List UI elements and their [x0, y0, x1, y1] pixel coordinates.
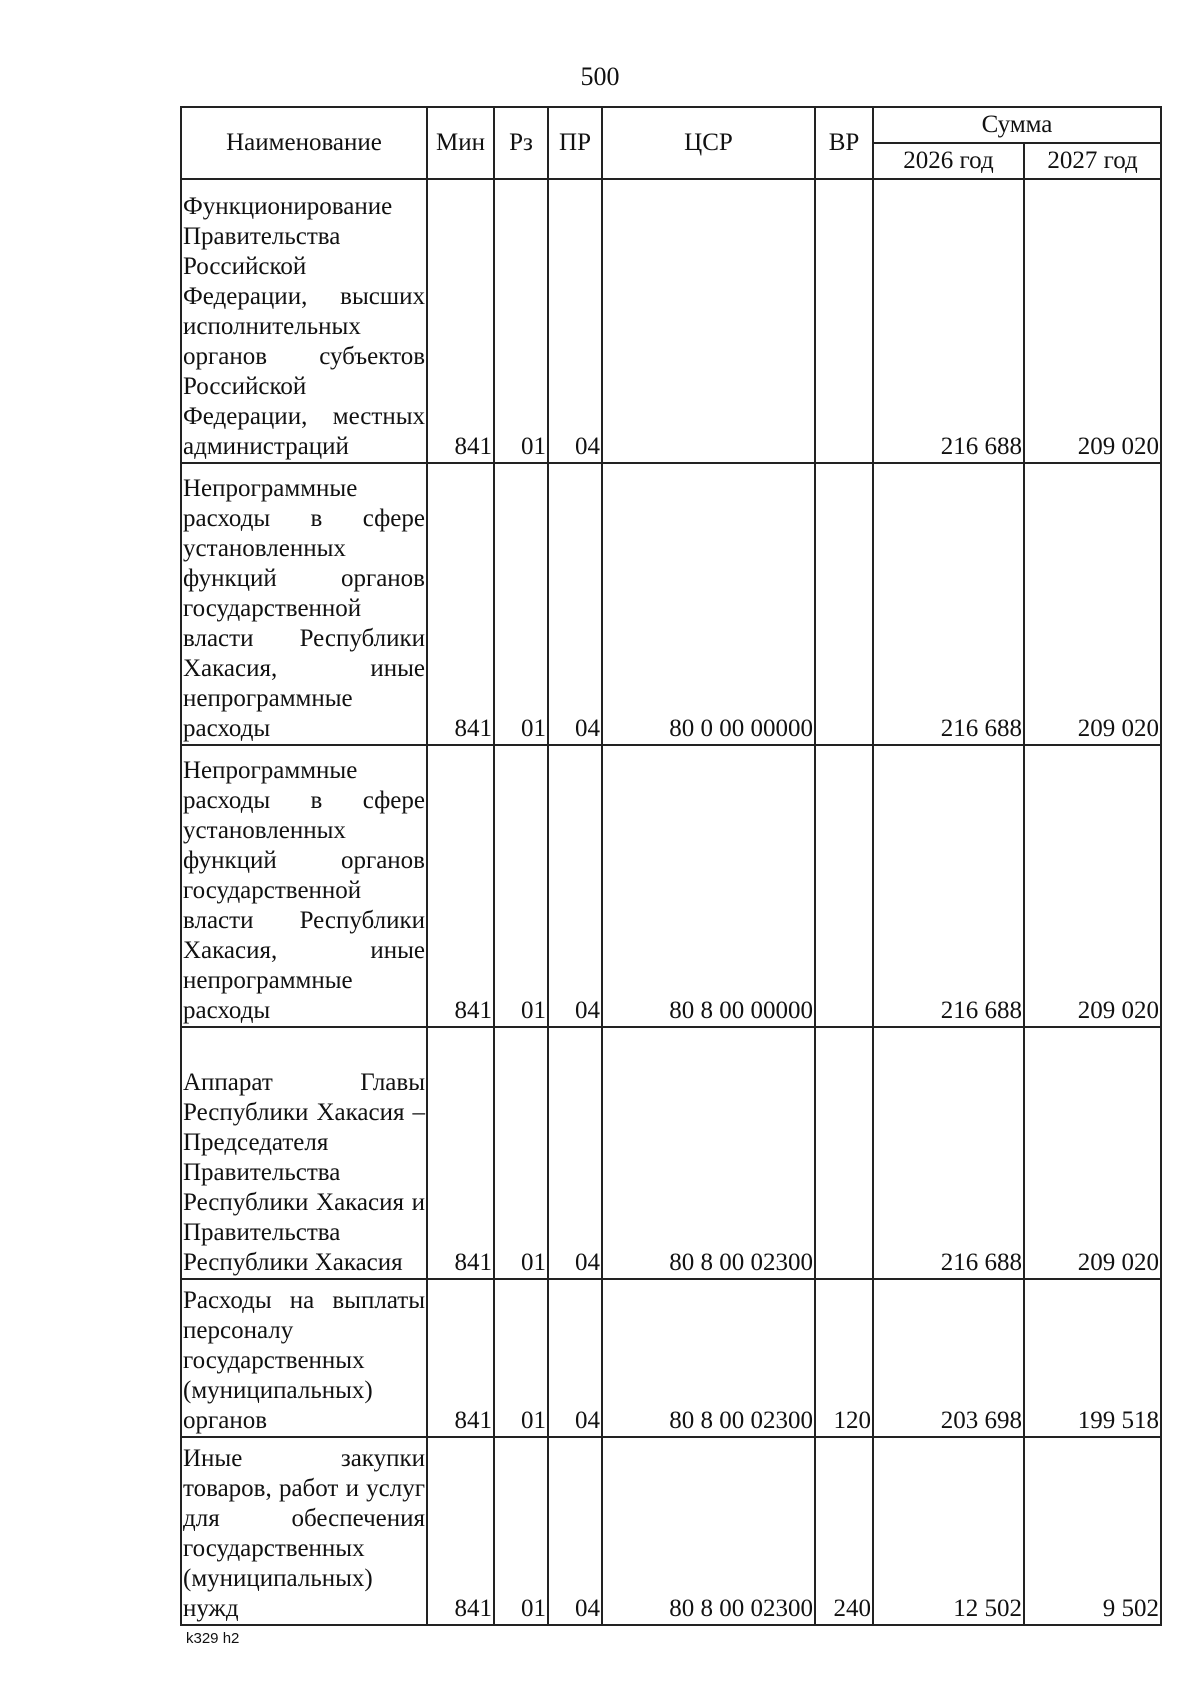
table-row [181, 745, 1161, 1027]
page-number: 500 [580, 62, 620, 91]
row-min: 841 [427, 179, 494, 463]
row-sum-2026: 216 688 [873, 179, 1024, 463]
row-vr: 120 [815, 1279, 873, 1437]
row-csr: 80 8 00 00000 [602, 745, 815, 1027]
row-rz: 01 [494, 745, 548, 1027]
table-row [181, 179, 1161, 463]
row-sum-2026: 216 688 [873, 463, 1024, 745]
row-csr [602, 179, 815, 463]
row-sum-2026: 216 688 [873, 1027, 1024, 1279]
row-pr: 04 [548, 463, 602, 745]
row-pr: 04 [548, 179, 602, 463]
row-sum-2027: 9 502 [1024, 1437, 1161, 1625]
row-vr [815, 745, 873, 1027]
row-vr [815, 179, 873, 463]
row-pr: 04 [548, 1279, 602, 1437]
footer-code: k329 h2 [186, 1630, 240, 1647]
table-row [181, 1437, 1161, 1625]
row-sum-2026: 12 502 [873, 1437, 1024, 1625]
row-csr: 80 8 00 02300 [602, 1027, 815, 1279]
row-rz: 01 [494, 179, 548, 463]
row-pr: 04 [548, 1437, 602, 1625]
row-name: Расходы на выплаты персоналу государственных (муниципальных) органов [181, 1279, 427, 1437]
header-min: Мин [427, 107, 494, 179]
header-name: Наименование [181, 107, 427, 179]
row-rz: 01 [494, 1279, 548, 1437]
row-pr: 04 [548, 745, 602, 1027]
header-vr: ВР [815, 107, 873, 179]
row-sum-2027: 209 020 [1024, 179, 1161, 463]
header-sum: Сумма [873, 107, 1161, 143]
budget-table [180, 106, 1162, 1626]
row-vr: 240 [815, 1437, 873, 1625]
row-name: Функционирование Правительства Российской Федерации, высших исполнительных органов субъектов Российской Федерации, местных администраций [181, 179, 427, 463]
row-name: Аппарат Главы Республики Хакасия – Председателя Правительства Республики Хакасия и Правительства Республики Хакасия [181, 1027, 427, 1279]
row-csr: 80 8 00 02300 [602, 1279, 815, 1437]
row-min: 841 [427, 1437, 494, 1625]
row-min: 841 [427, 463, 494, 745]
row-min: 841 [427, 745, 494, 1027]
header-year-2027: 2027 год [1024, 143, 1161, 179]
row-sum-2027: 209 020 [1024, 1027, 1161, 1279]
row-sum-2027: 199 518 [1024, 1279, 1161, 1437]
row-sum-2027: 209 020 [1024, 463, 1161, 745]
row-sum-2027: 209 020 [1024, 745, 1161, 1027]
header-year-2026: 2026 год [873, 143, 1024, 179]
table-row [181, 1027, 1161, 1279]
table-row [181, 463, 1161, 745]
row-min: 841 [427, 1027, 494, 1279]
row-sum-2026: 203 698 [873, 1279, 1024, 1437]
row-csr: 80 0 00 00000 [602, 463, 815, 745]
row-vr [815, 463, 873, 745]
header-row-top [181, 107, 1161, 143]
row-rz: 01 [494, 1437, 548, 1625]
row-csr: 80 8 00 02300 [602, 1437, 815, 1625]
row-rz: 01 [494, 1027, 548, 1279]
header-csr: ЦСР [602, 107, 815, 179]
row-name: Непрограммные расходы в сфере установленных функций органов государственной власти Республики Хакасия, иные непрограммные расходы [181, 463, 427, 745]
row-sum-2026: 216 688 [873, 745, 1024, 1027]
row-pr: 04 [548, 1027, 602, 1279]
row-rz: 01 [494, 463, 548, 745]
header-pr: ПР [548, 107, 602, 179]
row-vr [815, 1027, 873, 1279]
row-min: 841 [427, 1279, 494, 1437]
row-name: Иные закупки товаров, работ и услуг для обеспечения государственных (муниципальных) нужд [181, 1437, 427, 1625]
table-row [181, 1279, 1161, 1437]
row-name: Непрограммные расходы в сфере установленных функций органов государственной власти Республики Хакасия, иные непрограммные расходы [181, 745, 427, 1027]
header-rz: Рз [494, 107, 548, 179]
